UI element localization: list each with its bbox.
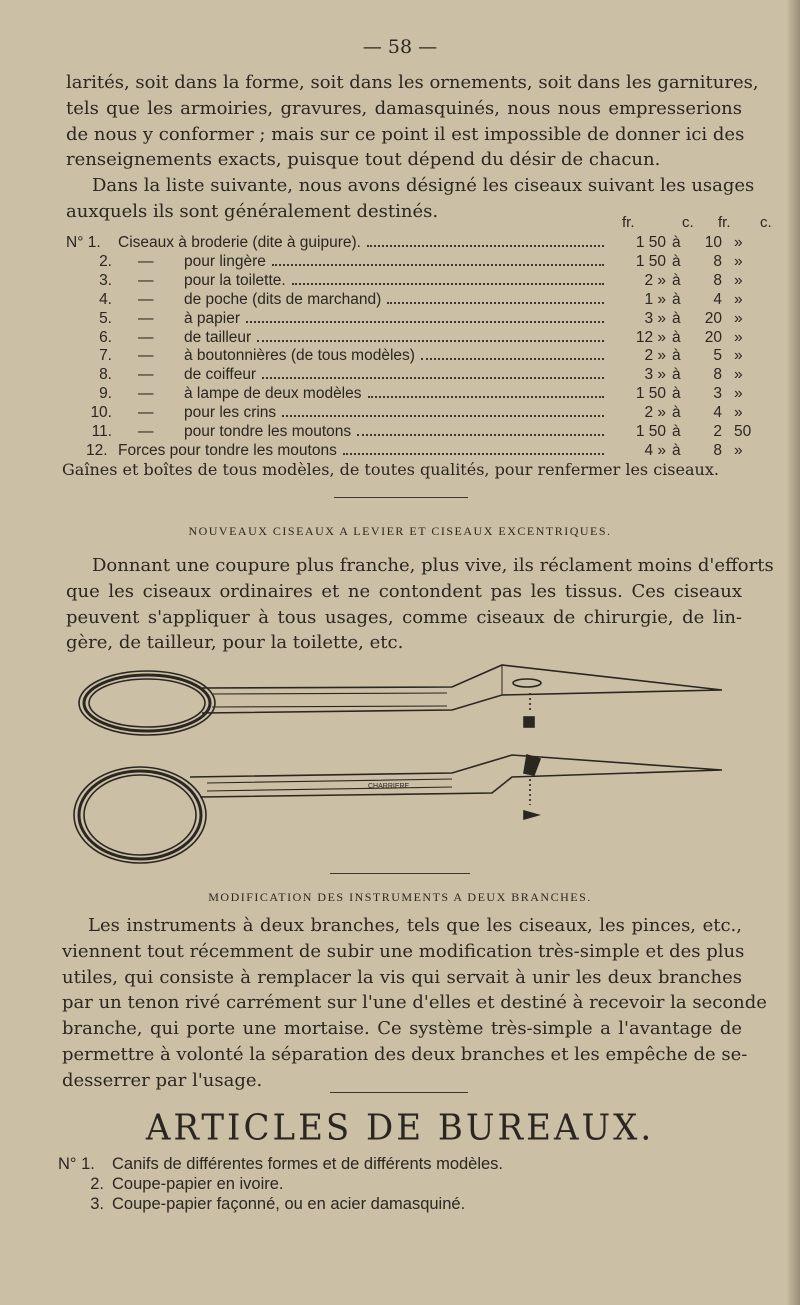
row-number: 3. xyxy=(99,271,112,289)
text-line: que les ciseaux ordinaires et ne contondent pas les tissus. Ces ciseaux xyxy=(66,580,742,602)
text-line: de nous y conformer ; mais sur ce point il est impossible de donner ici des xyxy=(66,123,745,145)
ditto-dash: — xyxy=(138,347,154,365)
row-number: 4. xyxy=(99,290,112,308)
price-separator: à xyxy=(672,328,681,346)
price-separator: à xyxy=(672,290,681,308)
price-cents: » xyxy=(734,441,743,459)
row-number: 7. xyxy=(99,347,112,365)
centime-header: c. xyxy=(682,214,694,231)
ditto-dash: — xyxy=(138,385,154,403)
dot-leader xyxy=(367,245,604,247)
text-line: Donnant une coupure plus franche, plus vive, ils réclament moins d'efforts xyxy=(92,555,774,576)
price-cents: » xyxy=(734,385,743,403)
page-number: — 58 — xyxy=(362,36,438,58)
row-label: Forces pour tondre les moutons xyxy=(118,441,337,459)
price-max: 3 xyxy=(713,385,722,403)
price-cents: » xyxy=(734,328,743,346)
franc-header: fr. xyxy=(622,214,635,231)
divider xyxy=(330,1092,468,1093)
row-label: pour les crins xyxy=(184,404,277,422)
modification-paragraph xyxy=(62,913,767,1094)
scissors-ring-mid xyxy=(79,771,201,859)
price-max: 20 xyxy=(704,309,722,327)
row-number: N° 1. xyxy=(66,234,101,251)
ditto-dash: — xyxy=(138,271,154,289)
price-separator: à xyxy=(672,441,681,459)
row-number: 11. xyxy=(91,423,112,440)
row-number: 2. xyxy=(99,252,112,270)
dot-leader xyxy=(262,377,604,379)
scissors-list-row xyxy=(66,347,772,365)
price-cents: » xyxy=(734,234,743,251)
price-max: 20 xyxy=(704,328,722,346)
scissors-ring xyxy=(74,767,206,863)
scissors-list-row xyxy=(66,253,772,271)
scissors-list-row xyxy=(66,442,772,460)
price-cents: » xyxy=(734,271,743,289)
price-max: 8 xyxy=(713,271,722,289)
item-number: 2. xyxy=(90,1175,104,1193)
scissors-pivot-block xyxy=(524,755,540,775)
price-min: 1 50 xyxy=(635,234,666,251)
price-cents: » xyxy=(734,252,743,270)
scissors-ring-inner xyxy=(84,775,196,855)
row-number: 10. xyxy=(90,404,112,422)
price-min: 1 50 xyxy=(635,423,666,440)
divider xyxy=(330,873,470,874)
scissors-ring-mid xyxy=(84,675,210,731)
price-min: 2 » xyxy=(644,271,666,289)
row-label: pour tondre les moutons xyxy=(184,423,352,440)
price-max: 5 xyxy=(713,347,722,365)
scissors-list-row xyxy=(66,423,772,441)
price-separator: à xyxy=(672,385,681,403)
dot-leader xyxy=(257,340,604,342)
text-line: tels que les armoiries, gravures, damasquinés, nous nous empresserions xyxy=(66,97,742,119)
ditto-dash: — xyxy=(138,366,154,384)
dot-leader xyxy=(292,283,604,285)
price-max: 4 xyxy=(713,290,722,308)
price-separator: à xyxy=(672,271,681,289)
price-max: 8 xyxy=(713,441,722,459)
intro-paragraph xyxy=(66,70,759,225)
ditto-dash: — xyxy=(138,423,154,440)
text-line: renseignements exacts, puisque tout dépend du désir de chacun. xyxy=(66,149,661,171)
centime-header: c. xyxy=(760,214,772,231)
price-separator: à xyxy=(672,423,681,440)
scissors-illustration xyxy=(72,655,732,870)
price-min: 4 » xyxy=(644,441,666,459)
price-cents: » xyxy=(734,290,743,308)
row-label: à boutonnières (de tous modèles) xyxy=(184,347,415,365)
dot-leader xyxy=(246,321,604,323)
price-separator: à xyxy=(672,404,681,422)
price-separator: à xyxy=(672,347,681,365)
text-line: Dans la liste suivante, nous avons désigné les ciseaux suivant les usages xyxy=(92,175,755,197)
detail-mortise xyxy=(524,811,538,819)
price-separator: à xyxy=(672,234,681,251)
item-label: Canifs de différentes formes et de différents modèles. xyxy=(112,1155,504,1173)
row-label: Ciseaux à broderie (dite à guipure). xyxy=(118,234,361,251)
text-line: utiles, qui consiste à remplacer la vis qui servait à unir les deux branches xyxy=(62,966,742,988)
text-line: branche, qui porte une mortaise. Ce système très-simple a l'avantage de xyxy=(62,1018,742,1040)
item-number: 3. xyxy=(90,1195,104,1213)
scissors-shank-lines xyxy=(207,779,452,791)
row-number: 6. xyxy=(99,328,112,346)
row-number: 12. xyxy=(86,441,108,459)
scissors-list-row xyxy=(66,329,772,347)
price-min: 12 » xyxy=(635,328,666,346)
detail-tenon xyxy=(524,717,534,727)
ditto-dash: — xyxy=(138,290,154,308)
price-separator: à xyxy=(672,366,681,384)
price-separator: à xyxy=(672,252,681,270)
price-separator: à xyxy=(672,309,681,327)
scissors-list-row xyxy=(66,366,772,384)
section-heading-levier: NOUVEAUX CISEAUX A LEVIER ET CISEAUX EXCENTRIQUES. xyxy=(188,524,612,538)
row-label: à lampe de deux modèles xyxy=(184,385,362,403)
scissors-list-row xyxy=(66,385,772,403)
text-line: viennent tout récemment de subir une modification très-simple et des plus xyxy=(62,940,745,962)
row-label: à papier xyxy=(184,309,241,327)
ditto-dash: — xyxy=(138,252,154,270)
scissors-slot xyxy=(513,679,541,687)
price-max: 4 xyxy=(713,404,722,422)
scissors-ring-inner xyxy=(89,679,205,727)
text-line: auxquels ils sont généralement destinés. xyxy=(66,200,439,222)
divider xyxy=(334,497,468,498)
item-label: Coupe-papier façonné, ou en acier damasquiné. xyxy=(112,1195,466,1213)
row-label: pour la toilette. xyxy=(184,271,286,289)
price-cents: 50 xyxy=(734,423,752,440)
dot-leader xyxy=(272,264,604,266)
row-label: de coiffeur xyxy=(184,366,257,384)
price-max: 8 xyxy=(713,252,722,270)
price-cents: » xyxy=(734,347,743,365)
scissors-list-row xyxy=(66,234,772,252)
row-label: pour lingère xyxy=(184,252,266,270)
scissors-list-row xyxy=(66,310,772,328)
price-min: 1 50 xyxy=(635,252,666,270)
price-min: 3 » xyxy=(644,309,666,327)
section-heading-modification: MODIFICATION DES INSTRUMENTS A DEUX BRANCHES. xyxy=(208,890,592,904)
engraving-text: CHARRIERE xyxy=(368,783,410,790)
row-number: 8. xyxy=(99,366,112,384)
price-max: 8 xyxy=(713,366,722,384)
row-label: de poche (dits de marchand) xyxy=(184,290,382,308)
scissors-ring xyxy=(79,671,215,735)
row-label: de tailleur xyxy=(184,328,252,346)
row-number: 9. xyxy=(99,385,112,403)
ditto-dash: — xyxy=(138,309,154,327)
price-min: 3 » xyxy=(644,366,666,384)
scissors-list-row xyxy=(66,272,772,290)
text-line: desserrer par l'usage. xyxy=(62,1069,263,1091)
price-cents: » xyxy=(734,366,743,384)
price-min: 1 » xyxy=(644,290,666,308)
dot-leader xyxy=(421,358,604,360)
dot-leader xyxy=(368,396,604,398)
text-line: peuvent s'appliquer à tous usages, comme ciseaux de chirurgie, de lin- xyxy=(66,606,742,628)
scissors-list-row xyxy=(66,291,772,309)
section-heading-bureaux: ARTICLES DE BUREAUX. xyxy=(145,1107,655,1149)
text-line: permettre à volonté la séparation des deux branches et les empêche de se- xyxy=(62,1043,748,1065)
scissors-blade-lower xyxy=(190,755,722,797)
gaines-line: Gaînes et boîtes de tous modèles, de toutes qualités, pour renfermer les ciseaux. xyxy=(62,460,719,479)
row-number: 5. xyxy=(99,309,112,327)
dot-leader xyxy=(357,434,604,436)
scissors-blade-upper xyxy=(202,665,722,713)
text-line: larités, soit dans la forme, soit dans les ornements, soit dans les garnitures, xyxy=(66,72,759,93)
scissors-list-row xyxy=(66,404,772,422)
franc-header: fr. xyxy=(718,214,731,231)
price-min: 1 50 xyxy=(635,385,666,403)
dot-leader xyxy=(282,415,604,417)
text-line: Les instruments à deux branches, tels que les ciseaux, les pinces, etc., xyxy=(88,915,742,936)
price-min: 2 » xyxy=(644,347,666,365)
price-cents: » xyxy=(734,309,743,327)
text-line: par un tenon rivé carrément sur l'une d'elles et destiné à recevoir la seconde xyxy=(62,992,767,1014)
price-max: 2 xyxy=(713,423,722,440)
text-line: gère, de tailleur, pour la toilette, etc. xyxy=(66,632,404,654)
price-max: 10 xyxy=(704,234,722,251)
scissors-shank-lines xyxy=(212,693,447,707)
levier-paragraph xyxy=(66,553,774,656)
price-min: 2 » xyxy=(644,404,666,422)
price-cents: » xyxy=(734,404,743,422)
ditto-dash: — xyxy=(138,328,154,346)
dot-leader xyxy=(343,453,604,455)
ditto-dash: — xyxy=(138,404,154,422)
dot-leader xyxy=(387,302,604,304)
item-number: N° 1. xyxy=(58,1155,95,1173)
item-label: Coupe-papier en ivoire. xyxy=(112,1175,284,1193)
